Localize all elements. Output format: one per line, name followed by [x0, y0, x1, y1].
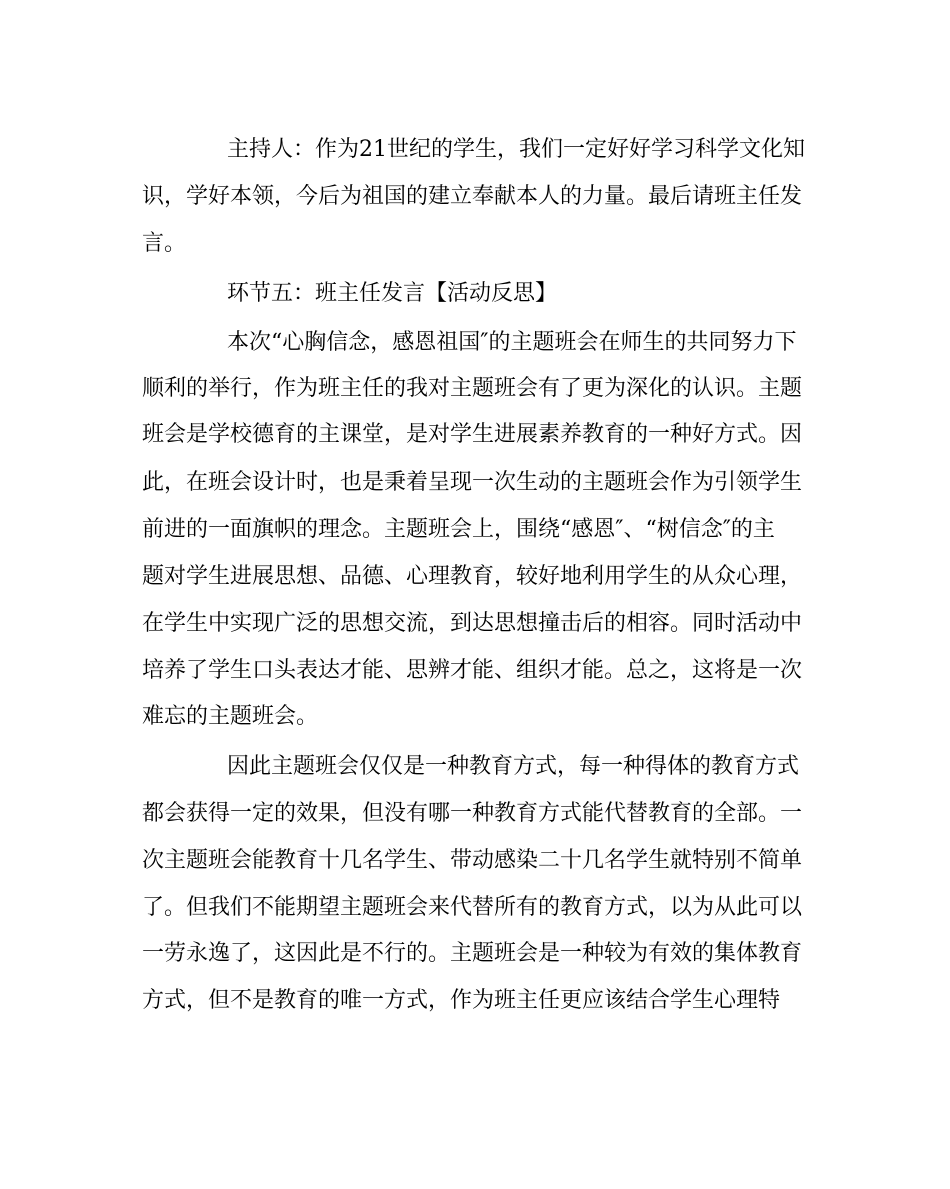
section-heading: 环节五：班主任发言【活动反思】 [227, 281, 558, 306]
text-line-2: 识，学好本领，今后为祖国的建立奉献本人的力量。最后请班主任发 [142, 184, 803, 209]
text-line-19: 方式，但不是教育的唯一方式，作为班主任更应该结合学生心理特 [142, 988, 781, 1013]
text-line-3: 言。 [142, 231, 187, 256]
text-line-14: 因此主题班会仅仅是一种教育方式，每一种得体的教育方式 [227, 754, 800, 779]
text-line-8: 此，在班会设计时，也是秉着呈现一次生动的主题班会作为引领学生 [142, 470, 803, 495]
text-line-11: 在学生中实现广泛的思想交流，到达思想撞击后的相容。同时活动中 [142, 611, 803, 636]
text-line-12: 培养了学生口头表达才能、思辨才能、组织才能。总之，这将是一次 [142, 658, 803, 683]
text-line-1: 主持人：作为21世纪的学生，我们一定好好学习科学文化知 [227, 137, 805, 162]
text-line-13: 难忘的主题班会。 [142, 704, 319, 729]
text-line-15: 都会获得一定的效果，但没有哪一种教育方式能代替教育的全部。一 [142, 801, 803, 826]
text-line-5: 本次“心胸信念，感恩祖国″的主题班会在师生的共同努力下 [227, 330, 797, 355]
text-line-7: 班会是学校德育的主课堂，是对学生进展素养教育的一种好方式。因 [142, 422, 803, 447]
text-line-9: 前进的一面旗帜的理念。主题班会上，围绕“感恩″、“树信念″的主 [142, 517, 775, 542]
text-line-10: 题对学生进展思想、品德、心理教育，较好地利用学生的从众心理， [142, 564, 803, 589]
text-line-17: 了。但我们不能期望主题班会来代替所有的教育方式，以为从此可以 [142, 895, 803, 920]
text-line-16: 次主题班会能教育十几名学生、带动感染二十几名学生就特别不简单 [142, 848, 803, 873]
text-line-18: 一劳永逸了，这因此是不行的。主题班会是一种较为有效的集体教育 [142, 941, 803, 966]
text-line-6: 顺利的举行，作为班主任的我对主题班会有了更为深化的认识。主题 [142, 376, 803, 401]
